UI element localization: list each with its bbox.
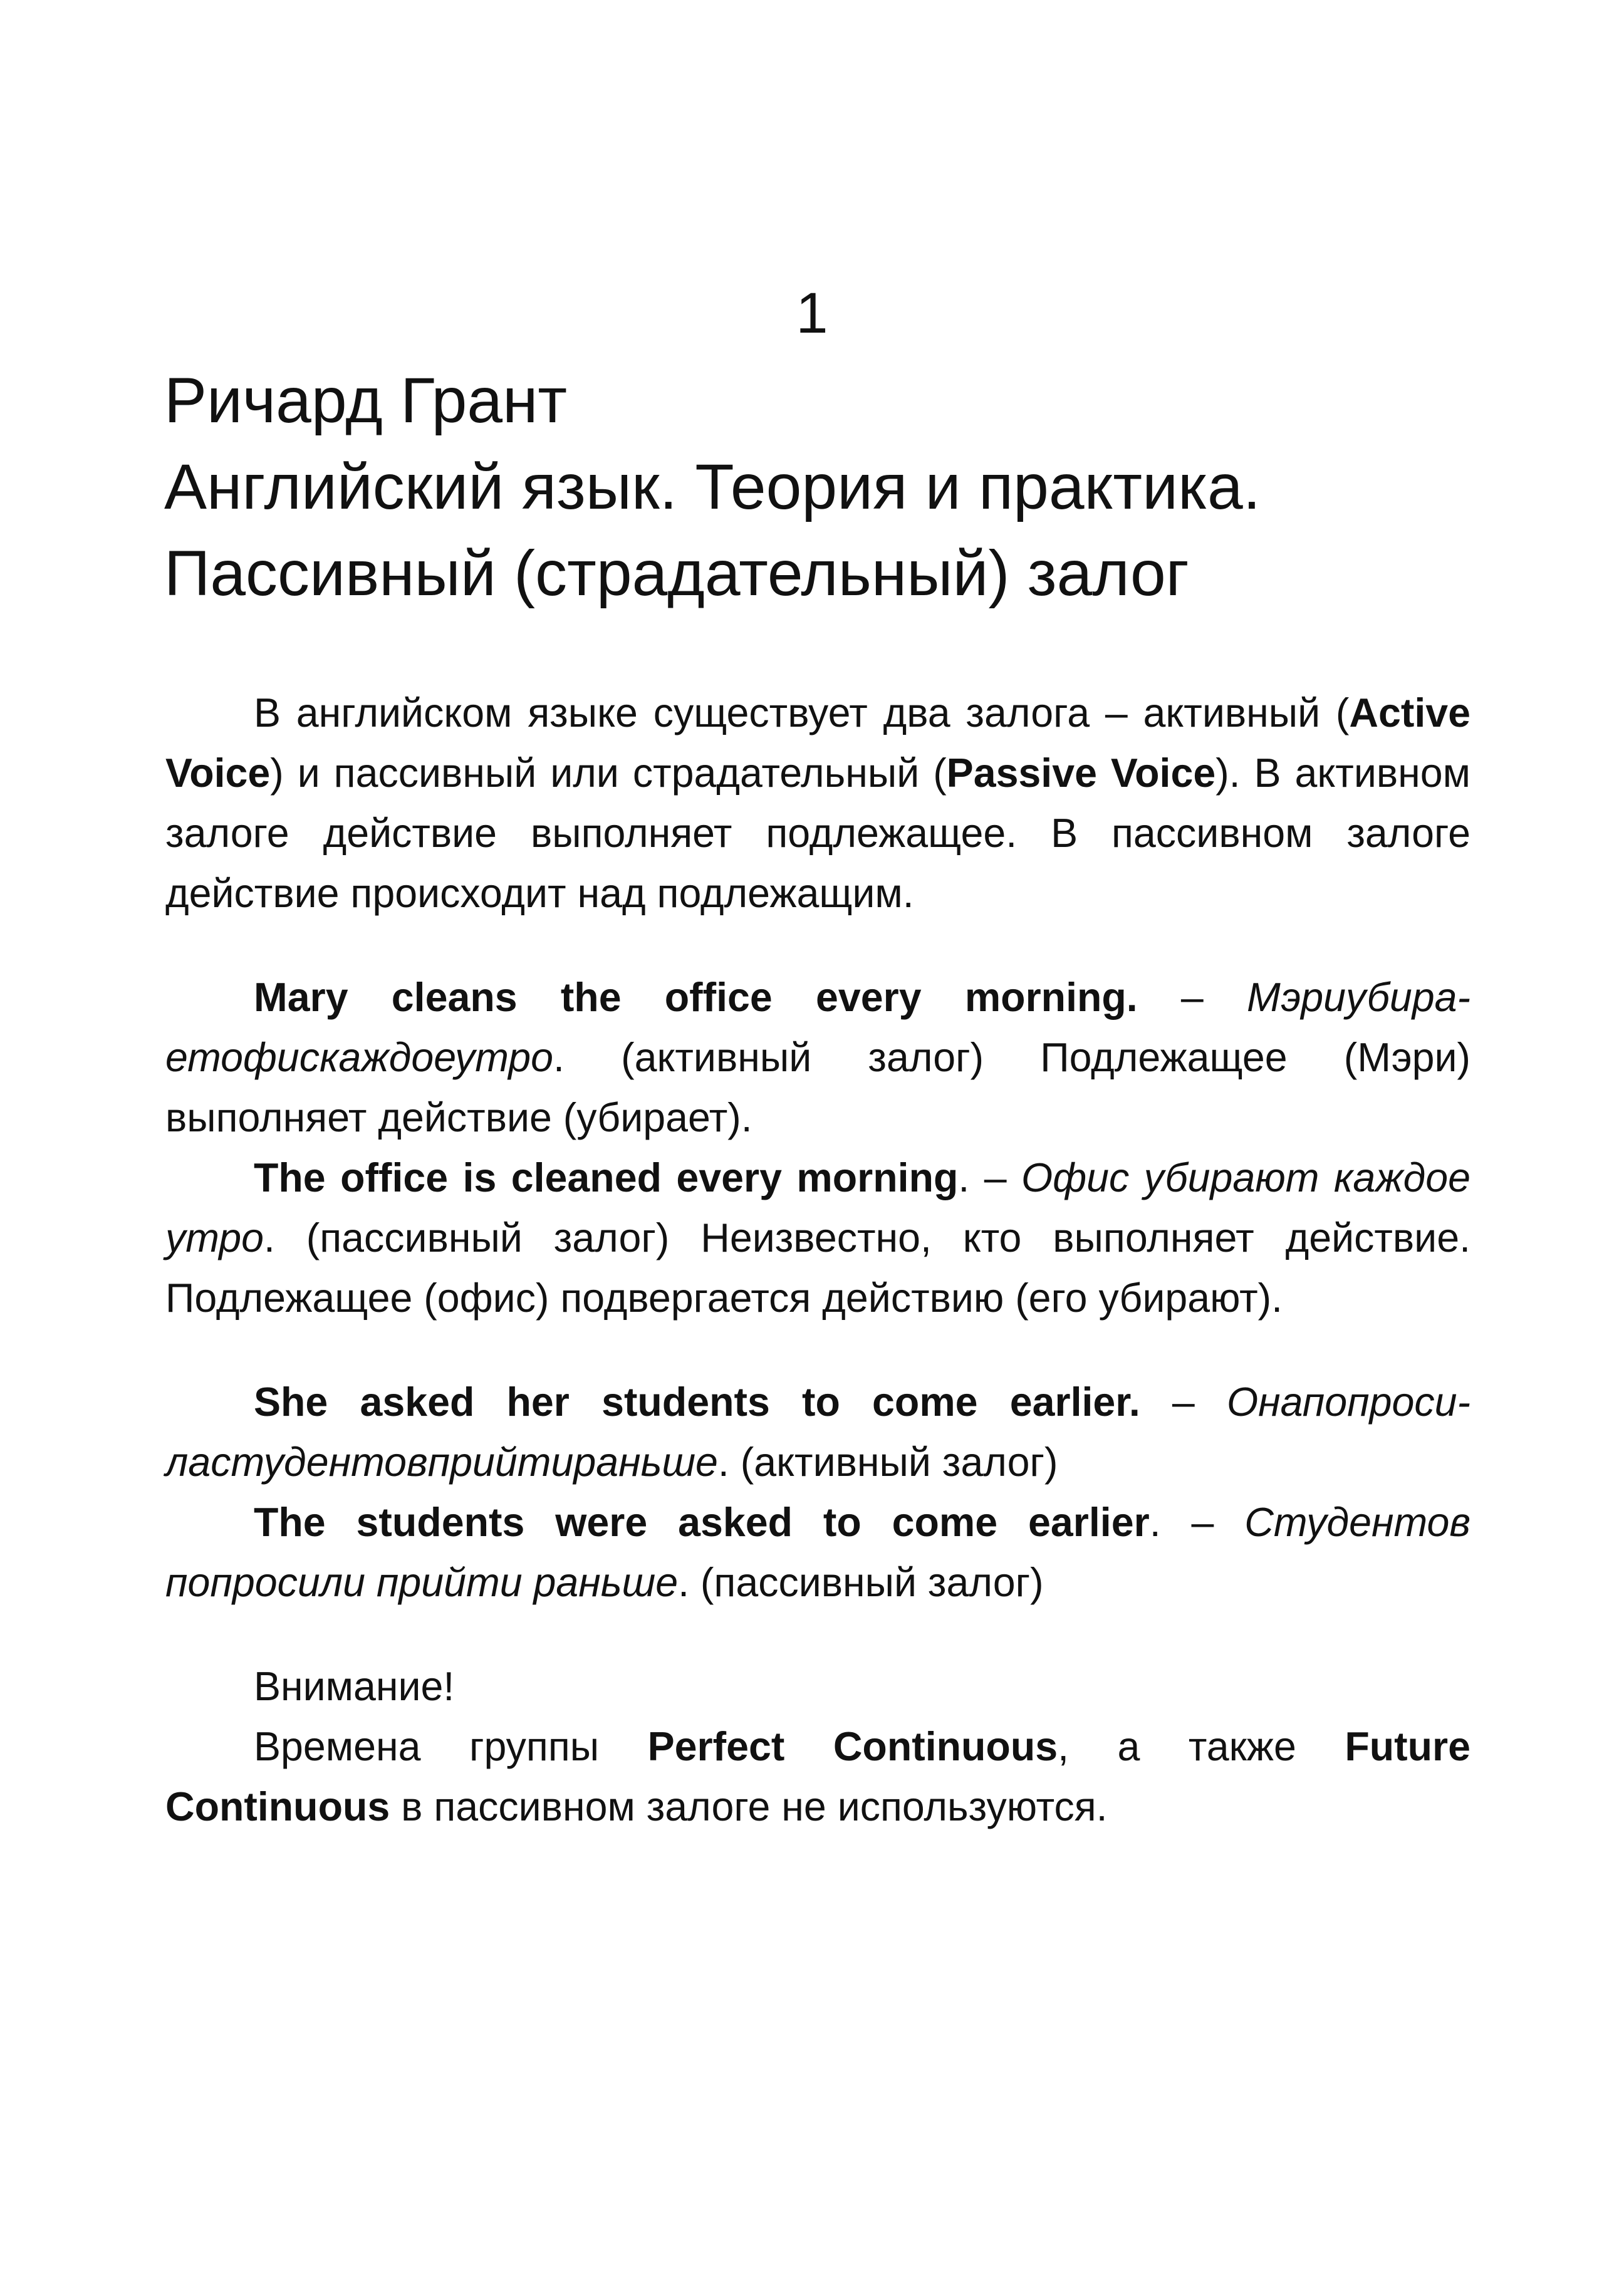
example-explanation: . (активный залог) Подлежащее (Мэри) выполняет действие (убирает). (165, 1035, 1470, 1140)
note-heading: Внимание! (254, 1664, 455, 1709)
title-block (164, 357, 1511, 616)
example-translation: Студентов попросили прийти раньше (165, 1500, 1470, 1605)
note-text: Времена группы (254, 1724, 648, 1769)
intro-text: ) и пассивный или страдательный ( (270, 751, 947, 796)
spacer (165, 1613, 1470, 1656)
example-explanation: . (пассивный залог) (678, 1560, 1044, 1605)
term-passive-voice: Passive Voice (946, 751, 1216, 796)
body-text (165, 683, 1470, 1837)
note-text: , а также (1058, 1724, 1345, 1769)
example-english: She asked her students to come earlier. (254, 1379, 1140, 1425)
example-translation: Мэриубираетофискаждоеутро (165, 975, 1470, 1080)
example-explanation: . (пассивный залог) Неизвестно, кто выполняет действие. Подлежащее (офис) подвергается действию (его убирают). (165, 1215, 1470, 1321)
example-english: The office is cleaned every morning (254, 1155, 959, 1200)
dash: . – (1149, 1500, 1245, 1545)
intro-text: В английском языке существует два залога – активный ( (254, 690, 1350, 735)
term-active-voice: Active Voice (165, 690, 1470, 796)
dash: – (1140, 1379, 1227, 1425)
example-explanation: . (активный залог) (717, 1440, 1058, 1485)
term-future-continuous: Future Continuous (165, 1724, 1470, 1829)
spacer (165, 1328, 1470, 1372)
example-english: The students were asked to come earlier (254, 1500, 1150, 1545)
term-perfect-continuous: Perfect Continuous (647, 1724, 1058, 1769)
example-translation: Онапопросиластудентовприйтираньше (165, 1379, 1470, 1485)
example-active-paragraph (165, 1372, 1470, 1492)
dash: . – (958, 1155, 1022, 1200)
dash: – (1137, 975, 1247, 1020)
chapter-title: Пассивный (страдательный) залог (164, 538, 1189, 609)
note-paragraph (165, 1717, 1470, 1837)
book-title: Английский язык. Теория и практика. (164, 451, 1261, 522)
example-passive-paragraph (165, 1492, 1470, 1613)
example-english: Mary cleans the office every morning. (254, 975, 1138, 1020)
intro-text: ). В активном залоге действие выполняет подлежащее. В пассивном залоге действие происходит над подлежащим. (165, 751, 1470, 916)
example-passive-paragraph (165, 1148, 1470, 1328)
author-name: Ричард Грант (164, 365, 568, 436)
page-number: 1 (796, 281, 828, 345)
intro-paragraph (165, 683, 1470, 923)
note-text: в пассивном залоге не используются. (390, 1784, 1108, 1829)
example-translation: Офис убирают каждое утро (165, 1155, 1470, 1260)
example-active-paragraph (165, 967, 1470, 1148)
spacer (165, 923, 1470, 967)
